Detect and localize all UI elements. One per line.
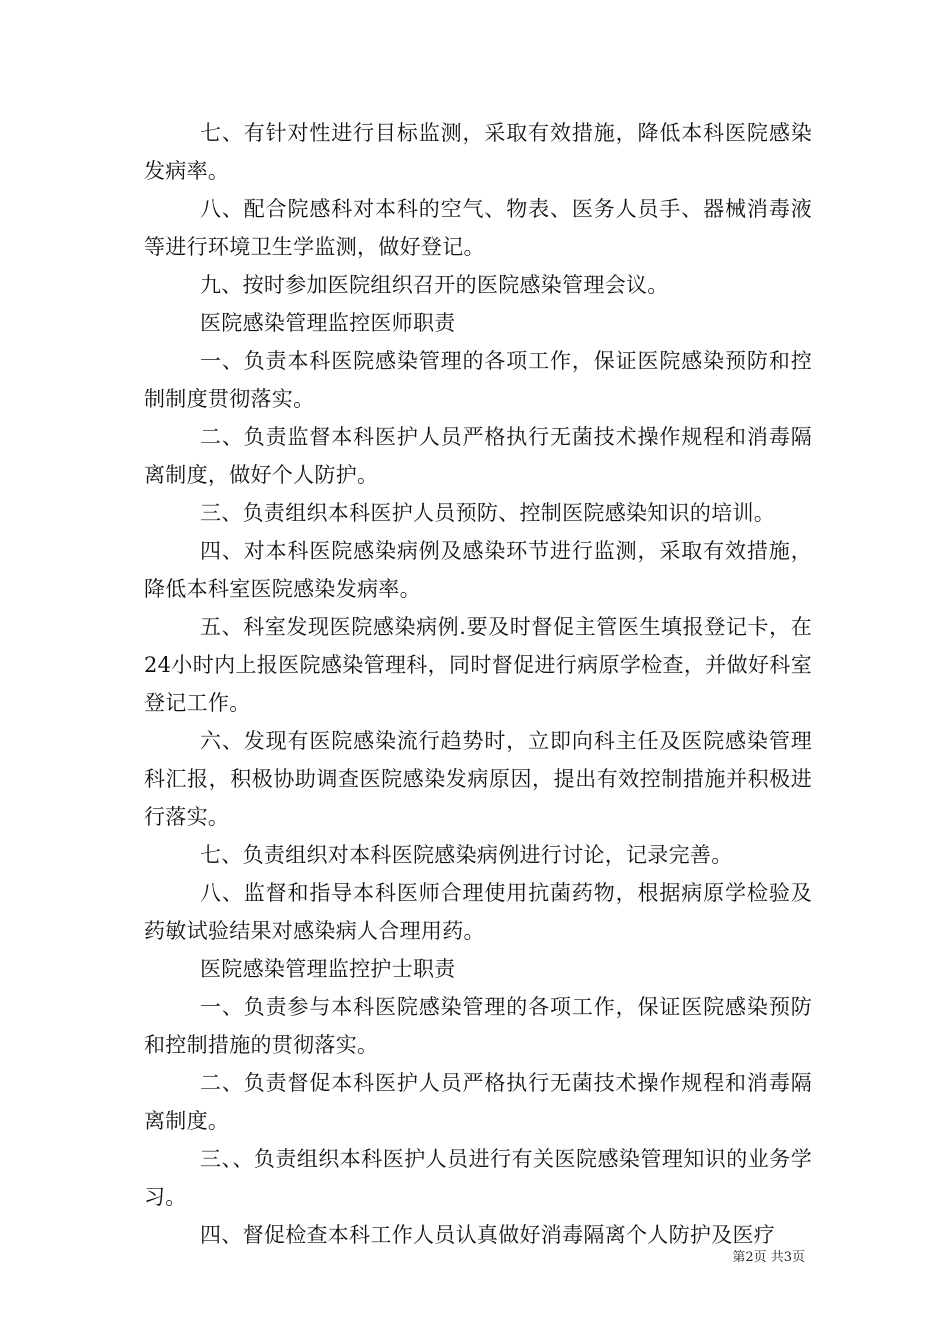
paragraph: 二、负责督促本科医护人员严格执行无菌技术操作规程和消毒隔离制度。: [144, 1071, 812, 1133]
paragraph: 一、负责本科医院感染管理的各项工作，保证医院感染预防和控制制度贯彻落实。: [144, 349, 812, 411]
page-number: 第2页 共3页: [732, 1250, 805, 1265]
paragraph: 三、负责组织本科医护人员预防、控制医院感染知识的培训。: [200, 501, 776, 525]
paragraph: 九、按时参加医院组织召开的医院感染管理会议。: [200, 273, 669, 297]
paragraph: 八、监督和指导本科医师合理使用抗菌药物，根据病原学检验及药敏试验结果对感染病人合理用药。: [144, 881, 812, 943]
paragraph: 七、有针对性进行目标监测，采取有效措施，降低本科医院感染发病率。: [144, 121, 812, 183]
paragraph: 八、配合院感科对本科的空气、物表、医务人员手、器械消毒液等进行环境卫生学监测，做好登记。: [144, 197, 812, 259]
paragraph: 一、负责参与本科医院感染管理的各项工作，保证医院感染预防和控制措施的贯彻落实。: [144, 995, 812, 1057]
paragraph: 六、发现有医院感染流行趋势时，立即向科主任及医院感染管理科汇报，积极协助调查医院感染发病原因，提出有效控制措施并积极进行落实。: [144, 729, 812, 829]
section-heading-nurse: 医院感染管理监控护士职责: [200, 957, 456, 981]
paragraph: 四、督促检查本科工作人员认真做好消毒隔离个人防护及医疗: [200, 1223, 776, 1247]
document-body: [144, 114, 812, 1254]
paragraph: 七、负责组织对本科医院感染病例进行讨论，记录完善。: [200, 843, 733, 867]
paragraph: 四、对本科医院感染病例及感染环节进行监测，采取有效措施，降低本科室医院感染发病率。: [144, 539, 812, 601]
paragraph: 三、、负责组织本科医护人员进行有关医院感染管理知识的业务学习。: [144, 1147, 812, 1209]
section-heading-physician: 医院感染管理监控医师职责: [200, 311, 456, 335]
paragraph: 五、科室发现医院感染病例.要及时督促主管医生填报登记卡，在24小时内上报医院感染管理科，同时督促进行病原学检查，并做好科室登记工作。: [144, 615, 812, 715]
paragraph: 二、负责监督本科医护人员严格执行无菌技术操作规程和消毒隔离制度，做好个人防护。: [144, 425, 812, 487]
